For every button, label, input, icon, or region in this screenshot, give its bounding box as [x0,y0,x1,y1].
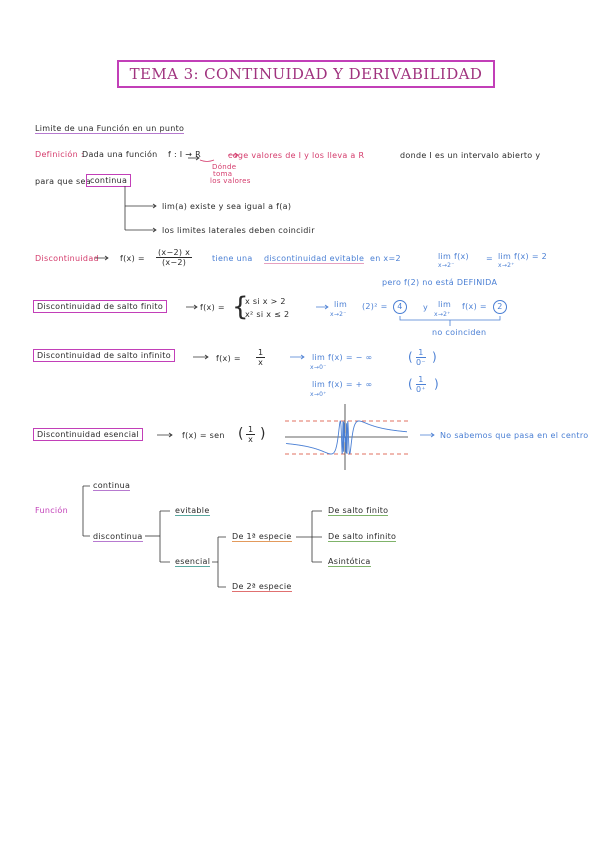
salto-finito-val2: 2 [493,300,507,314]
salto-infinito-frac1-den: 0⁻ [416,358,426,367]
definition-arrow-note: coge valores de I y los lleva a R [228,151,365,160]
cond2-arrow-icon [125,228,156,232]
tree-root: Función [35,506,68,515]
salto-infinito-den: x [258,358,264,367]
salto-finito-lim2-sub: x→2⁺ [434,311,451,318]
definition-text-2: para que sea [35,177,91,186]
salto-infinito-label: Discontinuidad de salto infinito [33,349,175,362]
disc-eq: = [486,254,494,263]
lim-arrow-1-icon [316,305,328,309]
r-underline-icon [200,160,214,162]
disc-num: (x−2) x [158,248,191,257]
disc-lim2-sub: x→2⁺ [498,262,515,269]
esencial-paren-open: ( [238,426,244,442]
tree-primera: De 1ª especie [232,532,292,541]
salto-infinito-lim1-sub: x→0⁻ [310,364,327,371]
salto-finito-case2: x² si x ≤ 2 [245,310,290,319]
esencial-label: Discontinuidad esencial [33,428,143,441]
salto-finito-note: no coinciden [432,328,487,337]
definition-subnote-3: los valores [210,177,251,185]
no-coinciden-bracket [400,316,500,326]
tree-salto-finito: De salto finito [328,506,389,515]
definition-subnote-1: Dónde [212,163,237,171]
salto-infinito-frac1-num: 1 [418,348,424,357]
disc-at: en x=2 [370,254,401,263]
salto-infinito-lim2-sub: x→0⁺ [310,391,327,398]
esencial-den: x [248,435,254,444]
tree-asintotica: Asintótica [328,557,371,566]
tree-evitable: evitable [175,506,210,515]
salto-finito-lim1: lim [334,300,348,309]
condition-1: lim(a) existe y sea igual a f(a) [162,202,292,211]
brace-icon: { [232,292,249,322]
disc-lim1: lim f(x) [438,252,469,261]
tree-segunda: De 2ª especie [232,582,292,591]
continua-box: continua [86,174,131,187]
salto-finito-lim1-sub: x→2⁻ [330,311,347,318]
tree-discontinua: discontinua [93,532,143,541]
definition-label: Definición : [35,150,84,159]
definition-subnote-2: toma [213,170,233,178]
esencial-arrow-icon [157,433,172,437]
tree-primera-bracket [296,511,322,562]
tree-esencial: esencial [175,557,211,566]
salto-finito-arrow-icon [186,305,197,309]
paren-close-1: ) [432,350,437,364]
tree-discontinua-bracket [160,511,170,562]
definition-function: f : I → R [168,150,202,159]
esencial-paren-close: ) [260,426,266,442]
salto-finito-conj: y [423,303,429,312]
salto-infinito-lim2: lim f(x) = + ∞ [312,380,373,389]
esencial-num: 1 [248,425,254,434]
paren-open-1: ( [408,350,413,364]
definition-text: Dada una función [82,150,158,159]
salto-finito-expr1: (2)² = [362,302,388,311]
cond1-arrow-icon [125,204,156,208]
paren-open-2: ( [408,377,413,391]
salto-infinito-num: 1 [258,348,264,357]
disc-fx: f(x) = [120,254,145,263]
lim-arrow-2-icon [290,355,304,359]
salto-finito-label: Discontinuidad de salto finito [33,300,167,313]
disc-den: (x−2) [161,258,187,267]
salto-infinito-frac2-num: 1 [418,375,424,384]
salto-infinito-frac2-den: 0⁺ [416,385,426,394]
salto-finito-lim2: lim [438,300,452,309]
disc-arrow-icon [95,256,108,260]
disc-type: discontinuidad evitable [264,254,365,263]
tree-root-ticks [83,486,90,536]
salto-infinito-lim1: lim f(x) = − ∞ [312,353,373,362]
paren-close-2: ) [434,377,439,391]
sen-graph [285,404,408,470]
salto-infinito-fx: f(x) = [216,354,241,363]
esencial-note: No sabemos que pasa en el centro [440,431,589,440]
tree-salto-infinito: De salto infinito [328,532,397,541]
disc-lim2: lim f(x) = 2 [498,252,548,261]
tree-continua: continua [93,481,131,490]
salto-finito-val1: 4 [393,300,407,314]
esencial-note-arrow-icon [420,433,434,437]
salto-finito-fx: f(x) = [200,303,225,312]
salto-finito-expr2: f(x) = [462,302,487,311]
page-title: TEMA 3: CONTINUIDAD Y DERIVABILIDAD [129,65,483,83]
def-note-arrow-icon [228,153,238,157]
condition-2: los limites laterales deben coincidir [162,226,315,235]
definition-donde: donde I es un intervalo abierto y [400,151,541,160]
disc-text: tiene una [212,254,253,263]
salto-infinito-arrow-icon [193,355,208,359]
disc-lim1-sub: x→2⁻ [438,262,455,269]
tree-esencial-bracket [212,537,226,587]
salto-finito-case1: x si x > 2 [245,297,286,306]
section-heading: Limite de una Función en un punto [35,124,185,133]
esencial-fx: f(x) = sen [182,431,225,440]
disc-label: Discontinuidad [35,254,99,263]
disc-note: pero f(2) no está DEFINIDA [382,278,498,287]
